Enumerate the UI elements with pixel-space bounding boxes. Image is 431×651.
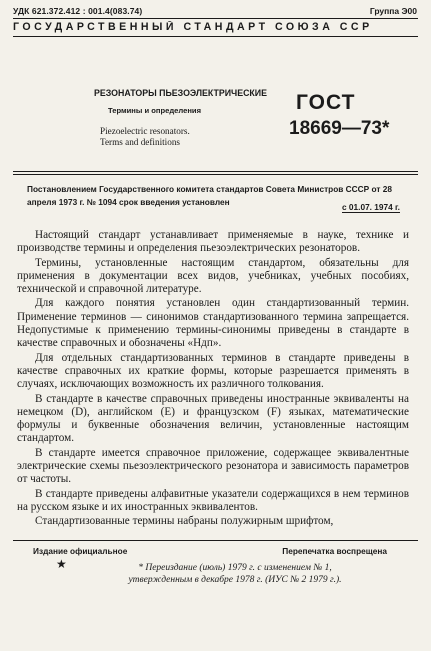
document-title-en: [100, 126, 190, 148]
body-paragraph: Термины, установленные настоящим стандартом, обязательны для применения в документации всех видов, учебниках, учебных пособиях, технической и справочной литературе.: [17, 256, 409, 296]
body-paragraph: Настоящий стандарт устанавливает применяемые в науке, технике и производстве термины и определения пьезоэлектрических резонаторов.: [17, 229, 409, 255]
title-en-line2: Terms and definitions: [100, 137, 180, 147]
group-code: Группа Э00: [369, 6, 417, 16]
effective-date: с 01.07. 1974 г.: [342, 202, 400, 212]
title-en-line1: Piezoelectric resonators.: [100, 126, 190, 136]
body-paragraph: В стандарте приведены алфавитные указатели содержащихся в нем терминов на русском языке и их иностранных эквивалентов.: [17, 487, 409, 513]
footnote-line2: утвержденным в декабре 1978 г. (ИУС № 2 1979 г.).: [128, 575, 342, 585]
udk-code: УДК 621.372.412 : 001.4(083.74): [13, 6, 143, 16]
footnote-line1: * Переиздание (июль) 1979 г. с изменением № 1,: [138, 563, 332, 573]
footer-rule: [13, 540, 418, 541]
body-paragraph: Для отдельных стандартизованных терминов в стандарте приведены в качестве справочных их краткие формы, которые разрешается применять в случаях, исключающих возможность их различного толкования.: [17, 351, 409, 391]
section-rule-thick: [13, 171, 418, 172]
body-paragraph: Для каждого понятия установлен один стандартизованный термин. Применение терминов — синонимов стандартизованного термина запрещается. Недопустимые к применению термины-синонимы приведены в стандарте в качестве справочных и обозначены «Ндп».: [17, 297, 409, 350]
gost-label: ГОСТ: [296, 91, 356, 114]
star-icon: ★: [56, 557, 67, 571]
footnote: [65, 562, 405, 586]
resolution-text: Постановлением Государственного комитета стандартов Совета Министров СССР от 28 апреля 1973 г. № 1094 срок введения установлен: [27, 184, 392, 207]
body-paragraph: Стандартизованные термины набраны полужирным шрифтом,: [35, 515, 334, 528]
body-paragraph: В стандарте в качестве справочных приведены иностранные эквиваленты на немецком (D), английском (E) и французском (F) языках, математические формулы и буквенные обозначения величин, установленные настоящим стандартом.: [17, 392, 409, 445]
section-rule-thin: [13, 174, 418, 175]
gost-number: 18669—73*: [289, 118, 390, 139]
header-rule-bottom: [13, 36, 418, 37]
body-text: [17, 229, 409, 530]
body-paragraph: В стандарте имеется справочное приложение, содержащее эквивалентные электрические схемы пьезоэлектрического резонатора и зависимость параметров от частоты.: [17, 446, 409, 486]
header-rule-top: [13, 18, 418, 19]
standard-banner: ГОСУДАРСТВЕННЫЙ СТАНДАРТ СОЮЗА ССР: [13, 21, 373, 33]
reprint-notice: Перепечатка воспрещена: [282, 546, 387, 556]
edition-label: Издание официальное: [33, 546, 128, 556]
document-title-ru: РЕЗОНАТОРЫ ПЬЕЗОЭЛЕКТРИЧЕСКИЕ: [94, 88, 267, 98]
document-subtitle-ru: Термины и определения: [108, 106, 202, 115]
